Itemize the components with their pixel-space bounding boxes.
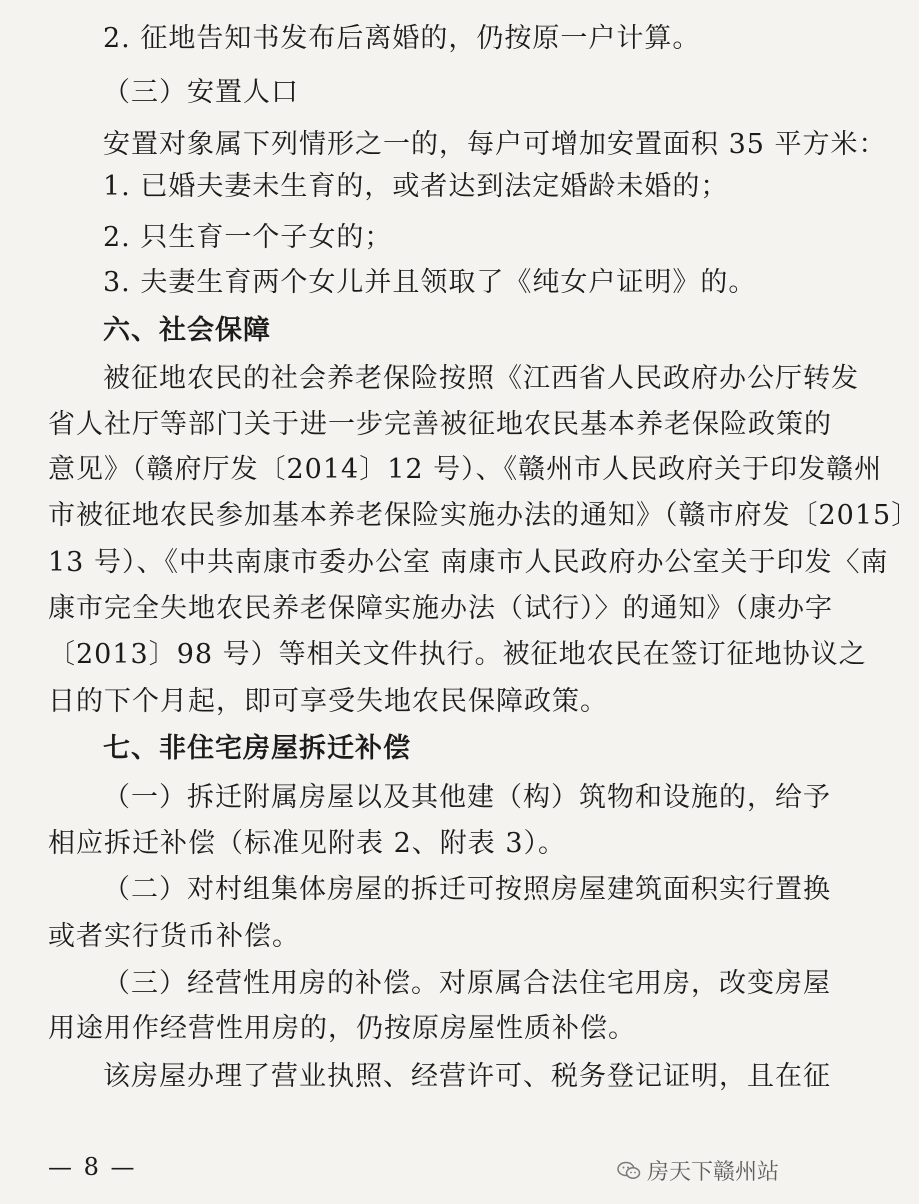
watermark-text: 房天下赣州站 — [646, 1160, 779, 1185]
paragraph-line: 市被征地农民参加基本养老保险实施办法的通知》（赣市府发〔2015〕 — [48, 500, 919, 531]
paragraph-line: 13 号）、《中共南康市委办公室 南康市人民政府办公室关于印发〈南 — [48, 547, 889, 578]
paragraph-line: 康市完全失地农民养老保障实施办法（试行）〉的通知》（康办字 — [48, 593, 833, 624]
text-line: 2. 征地告知书发布后离婚的，仍按原一户计算。 — [103, 23, 701, 54]
paragraph-line: 省人社厅等部门关于进一步完善被征地农民基本养老保险政策的 — [48, 409, 832, 440]
paragraph-line: 被征地农民的社会养老保险按照《江西省人民政府办公厅转发 — [103, 363, 859, 394]
wechat-icon — [617, 1161, 641, 1181]
paragraph-line: 意见》（赣府厅发〔2014〕12 号）、《赣州市人民政府关于印发赣州 — [48, 454, 883, 485]
paragraph-line: （一）拆迁附属房屋以及其他建（构）筑物和设施的，给予 — [103, 782, 831, 813]
paragraph-line: （二）对村组集体房屋的拆迁可按照房屋建筑面积实行置换 — [103, 874, 831, 905]
paragraph-line: 相应拆迁补偿（标准见附表 2、附表 3）。 — [48, 828, 567, 859]
paragraph-line: 该房屋办理了营业执照、经营许可、税务登记证明，且在征 — [103, 1061, 831, 1092]
page-number: — 8 — — [48, 1153, 137, 1181]
text-line: 3. 夫妻生育两个女儿并且领取了《纯女户证明》的。 — [103, 267, 757, 298]
paragraph-line: 或者实行货币补偿。 — [48, 921, 300, 952]
text-line: 2. 只生育一个子女的； — [103, 222, 393, 253]
watermark — [617, 1155, 779, 1186]
paragraph-line: 用途用作经营性用房的，仍按原房屋性质补偿。 — [48, 1013, 636, 1044]
paragraph-line: 〔2013〕98 号）等相关文件执行。被征地农民在签订征地协议之 — [48, 639, 867, 670]
text-line: 安置对象属下列情形之一的，每户可增加安置面积 35 平方米： — [103, 129, 887, 160]
subsection-heading: （三）安置人口 — [103, 77, 299, 108]
paragraph-line: （三）经营性用房的补偿。对原属合法住宅用房，改变房屋 — [103, 968, 831, 999]
section-heading: 六、社会保障 — [103, 315, 271, 346]
section-heading: 七、非住宅房屋拆迁补偿 — [103, 733, 411, 764]
text-line: 1. 已婚夫妻未生育的，或者达到法定婚龄未婚的； — [103, 171, 729, 202]
paragraph-line: 日的下个月起，即可享受失地农民保障政策。 — [48, 686, 608, 717]
